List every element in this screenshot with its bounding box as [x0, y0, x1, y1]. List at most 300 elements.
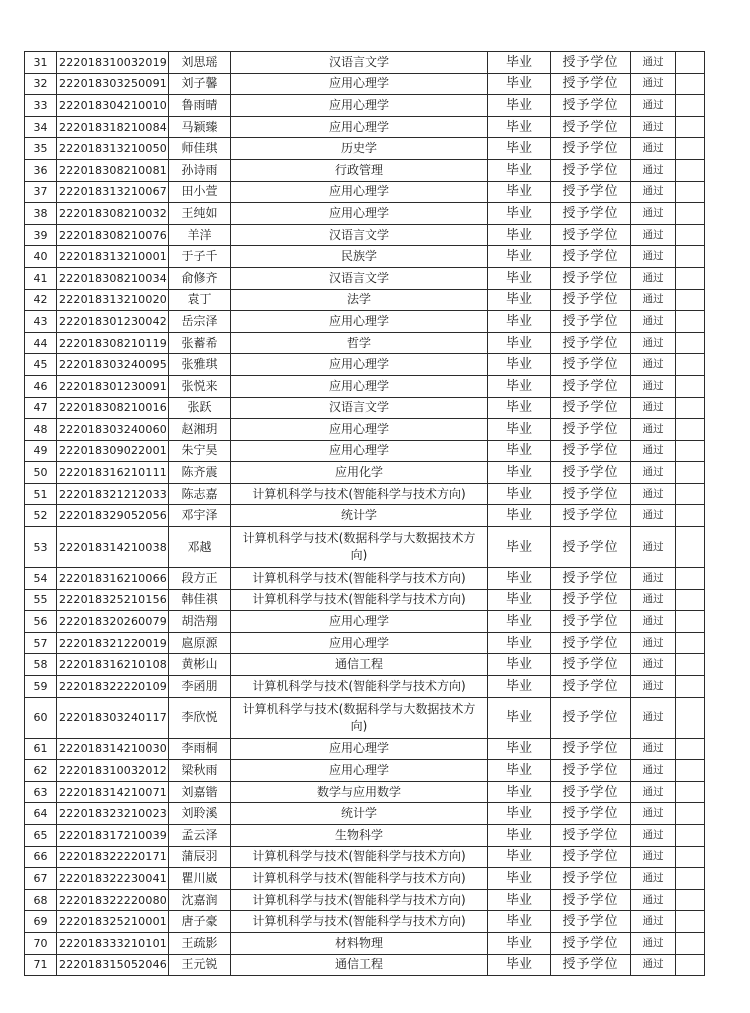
student-id: 222018308210034 [57, 267, 169, 289]
student-name: 黄彬山 [169, 654, 231, 676]
table-row [25, 462, 705, 484]
row-number: 40 [25, 246, 57, 268]
student-name: 张跃 [169, 397, 231, 419]
student-id: 222018329052056 [57, 505, 169, 527]
review-result: 通过 [631, 138, 676, 160]
table-row [25, 52, 705, 74]
degree-status: 授予学位 [551, 738, 631, 760]
student-id: 222018313210050 [57, 138, 169, 160]
degree-status: 授予学位 [551, 224, 631, 246]
row-number: 44 [25, 332, 57, 354]
row-number: 61 [25, 738, 57, 760]
major: 应用心理学 [231, 181, 488, 203]
graduation-status: 毕业 [488, 419, 551, 441]
graduation-status: 毕业 [488, 632, 551, 654]
empty-cell [676, 116, 705, 138]
empty-cell [676, 289, 705, 311]
student-id: 222018314210038 [57, 527, 169, 568]
degree-status: 授予学位 [551, 932, 631, 954]
row-number: 71 [25, 954, 57, 976]
table-row [25, 397, 705, 419]
degree-status: 授予学位 [551, 116, 631, 138]
degree-status: 授予学位 [551, 846, 631, 868]
empty-cell [676, 611, 705, 633]
student-name: 孙诗雨 [169, 159, 231, 181]
major: 应用心理学 [231, 354, 488, 376]
major: 应用化学 [231, 462, 488, 484]
review-result: 通过 [631, 803, 676, 825]
table-row [25, 568, 705, 590]
degree-status: 授予学位 [551, 676, 631, 698]
row-number: 60 [25, 697, 57, 738]
graduation-status: 毕业 [488, 654, 551, 676]
major: 民族学 [231, 246, 488, 268]
review-result: 通过 [631, 181, 676, 203]
empty-cell [676, 95, 705, 117]
review-result: 通过 [631, 738, 676, 760]
graduation-status: 毕业 [488, 825, 551, 847]
student-id: 222018316210108 [57, 654, 169, 676]
table-row [25, 932, 705, 954]
student-degree-list [24, 51, 704, 976]
graduation-status: 毕业 [488, 440, 551, 462]
graduation-status: 毕业 [488, 483, 551, 505]
row-number: 38 [25, 203, 57, 225]
table-row [25, 889, 705, 911]
student-id: 222018308210016 [57, 397, 169, 419]
review-result: 通过 [631, 440, 676, 462]
graduation-status: 毕业 [488, 138, 551, 160]
row-number: 33 [25, 95, 57, 117]
degree-status: 授予学位 [551, 52, 631, 74]
row-number: 41 [25, 267, 57, 289]
degree-status: 授予学位 [551, 311, 631, 333]
review-result: 通过 [631, 781, 676, 803]
empty-cell [676, 224, 705, 246]
row-number: 65 [25, 825, 57, 847]
review-result: 通过 [631, 224, 676, 246]
student-id: 222018316210066 [57, 568, 169, 590]
row-number: 32 [25, 73, 57, 95]
degree-status: 授予学位 [551, 483, 631, 505]
empty-cell [676, 954, 705, 976]
student-name: 王疏影 [169, 932, 231, 954]
table-row [25, 697, 705, 738]
table-row [25, 311, 705, 333]
row-number: 46 [25, 375, 57, 397]
student-id: 222018308210119 [57, 332, 169, 354]
review-result: 通过 [631, 289, 676, 311]
student-name: 李雨桐 [169, 738, 231, 760]
student-name: 鲁雨晴 [169, 95, 231, 117]
row-number: 53 [25, 527, 57, 568]
student-id: 222018303240117 [57, 697, 169, 738]
graduation-status: 毕业 [488, 676, 551, 698]
major: 应用心理学 [231, 203, 488, 225]
review-result: 通过 [631, 654, 676, 676]
row-number: 59 [25, 676, 57, 698]
row-number: 43 [25, 311, 57, 333]
empty-cell [676, 697, 705, 738]
table-row [25, 738, 705, 760]
student-id: 222018321212033 [57, 483, 169, 505]
degree-status: 授予学位 [551, 527, 631, 568]
graduation-status: 毕业 [488, 697, 551, 738]
degree-status: 授予学位 [551, 397, 631, 419]
row-number: 56 [25, 611, 57, 633]
student-id: 222018325210156 [57, 589, 169, 611]
row-number: 69 [25, 911, 57, 933]
graduation-status: 毕业 [488, 911, 551, 933]
student-name: 田小萱 [169, 181, 231, 203]
empty-cell [676, 419, 705, 441]
empty-cell [676, 911, 705, 933]
major: 应用心理学 [231, 73, 488, 95]
graduation-status: 毕业 [488, 760, 551, 782]
graduation-status: 毕业 [488, 568, 551, 590]
degree-status: 授予学位 [551, 73, 631, 95]
graduation-status: 毕业 [488, 73, 551, 95]
table-row [25, 954, 705, 976]
student-name: 李函朋 [169, 676, 231, 698]
student-name: 俞修齐 [169, 267, 231, 289]
table-row [25, 632, 705, 654]
graduation-status: 毕业 [488, 462, 551, 484]
major: 计算机科学与技术(智能科学与技术方向) [231, 868, 488, 890]
student-id: 222018303240095 [57, 354, 169, 376]
student-id: 222018303250091 [57, 73, 169, 95]
student-name: 扈原源 [169, 632, 231, 654]
table-row [25, 181, 705, 203]
table-row [25, 440, 705, 462]
graduation-status: 毕业 [488, 611, 551, 633]
student-id: 222018308210032 [57, 203, 169, 225]
review-result: 通过 [631, 311, 676, 333]
graduation-status: 毕业 [488, 889, 551, 911]
degree-status: 授予学位 [551, 632, 631, 654]
row-number: 62 [25, 760, 57, 782]
table-row [25, 846, 705, 868]
row-number: 55 [25, 589, 57, 611]
review-result: 通过 [631, 267, 676, 289]
empty-cell [676, 440, 705, 462]
major: 历史学 [231, 138, 488, 160]
table-row [25, 354, 705, 376]
empty-cell [676, 267, 705, 289]
empty-cell [676, 138, 705, 160]
student-name: 羊洋 [169, 224, 231, 246]
major: 计算机科学与技术(智能科学与技术方向) [231, 889, 488, 911]
review-result: 通过 [631, 95, 676, 117]
graduation-status: 毕业 [488, 181, 551, 203]
empty-cell [676, 868, 705, 890]
student-id: 222018325210001 [57, 911, 169, 933]
degree-status: 授予学位 [551, 181, 631, 203]
graduation-status: 毕业 [488, 332, 551, 354]
table-row [25, 332, 705, 354]
review-result: 通过 [631, 462, 676, 484]
table-row [25, 868, 705, 890]
review-result: 通过 [631, 52, 676, 74]
major: 应用心理学 [231, 632, 488, 654]
major: 统计学 [231, 803, 488, 825]
graduation-status: 毕业 [488, 589, 551, 611]
student-id: 222018308210081 [57, 159, 169, 181]
student-name: 刘聆溪 [169, 803, 231, 825]
major: 应用心理学 [231, 95, 488, 117]
row-number: 36 [25, 159, 57, 181]
major: 汉语言文学 [231, 267, 488, 289]
row-number: 35 [25, 138, 57, 160]
student-name: 韩佳祺 [169, 589, 231, 611]
table-row [25, 203, 705, 225]
major: 材料物理 [231, 932, 488, 954]
degree-status: 授予学位 [551, 354, 631, 376]
student-id: 222018322220171 [57, 846, 169, 868]
degree-status: 授予学位 [551, 505, 631, 527]
empty-cell [676, 825, 705, 847]
row-number: 57 [25, 632, 57, 654]
degree-status: 授予学位 [551, 697, 631, 738]
major: 应用心理学 [231, 611, 488, 633]
review-result: 通过 [631, 159, 676, 181]
graduation-status: 毕业 [488, 116, 551, 138]
degree-status: 授予学位 [551, 95, 631, 117]
degree-status: 授予学位 [551, 289, 631, 311]
empty-cell [676, 568, 705, 590]
review-result: 通过 [631, 246, 676, 268]
student-id: 222018318210084 [57, 116, 169, 138]
review-result: 通过 [631, 332, 676, 354]
major: 汉语言文学 [231, 224, 488, 246]
row-number: 67 [25, 868, 57, 890]
student-id: 222018320260079 [57, 611, 169, 633]
empty-cell [676, 159, 705, 181]
empty-cell [676, 803, 705, 825]
student-id: 222018301230042 [57, 311, 169, 333]
major: 应用心理学 [231, 760, 488, 782]
graduation-status: 毕业 [488, 954, 551, 976]
degree-status: 授予学位 [551, 760, 631, 782]
row-number: 66 [25, 846, 57, 868]
graduation-status: 毕业 [488, 224, 551, 246]
major: 应用心理学 [231, 375, 488, 397]
student-id: 222018301230091 [57, 375, 169, 397]
major: 计算机科学与技术(数据科学与大数据技术方向) [231, 527, 488, 568]
table-row [25, 803, 705, 825]
degree-status: 授予学位 [551, 159, 631, 181]
empty-cell [676, 73, 705, 95]
empty-cell [676, 846, 705, 868]
degree-status: 授予学位 [551, 825, 631, 847]
table-row [25, 483, 705, 505]
student-id: 222018315052046 [57, 954, 169, 976]
degree-status: 授予学位 [551, 611, 631, 633]
student-name: 朱宁昊 [169, 440, 231, 462]
student-name: 于子千 [169, 246, 231, 268]
review-result: 通过 [631, 889, 676, 911]
student-id: 222018333210101 [57, 932, 169, 954]
graduation-status: 毕业 [488, 159, 551, 181]
row-number: 58 [25, 654, 57, 676]
review-result: 通过 [631, 632, 676, 654]
student-id: 222018308210076 [57, 224, 169, 246]
major: 通信工程 [231, 654, 488, 676]
table-row [25, 505, 705, 527]
major: 计算机科学与技术(智能科学与技术方向) [231, 483, 488, 505]
table-row [25, 527, 705, 568]
degree-status: 授予学位 [551, 332, 631, 354]
major: 汉语言文学 [231, 397, 488, 419]
empty-cell [676, 760, 705, 782]
graduation-status: 毕业 [488, 354, 551, 376]
student-id: 222018322230041 [57, 868, 169, 890]
major: 应用心理学 [231, 738, 488, 760]
review-result: 通过 [631, 932, 676, 954]
student-id: 222018303240060 [57, 419, 169, 441]
major: 计算机科学与技术(智能科学与技术方向) [231, 568, 488, 590]
row-number: 39 [25, 224, 57, 246]
student-id: 222018313210020 [57, 289, 169, 311]
empty-cell [676, 483, 705, 505]
review-result: 通过 [631, 375, 676, 397]
row-number: 68 [25, 889, 57, 911]
major: 数学与应用数学 [231, 781, 488, 803]
graduation-status: 毕业 [488, 932, 551, 954]
major: 计算机科学与技术(智能科学与技术方向) [231, 846, 488, 868]
student-name: 师佳琪 [169, 138, 231, 160]
student-name: 瞿川崴 [169, 868, 231, 890]
table-row [25, 224, 705, 246]
row-number: 51 [25, 483, 57, 505]
degree-status: 授予学位 [551, 889, 631, 911]
empty-cell [676, 654, 705, 676]
student-id: 222018316210111 [57, 462, 169, 484]
empty-cell [676, 632, 705, 654]
degree-status: 授予学位 [551, 138, 631, 160]
student-name: 赵湘玥 [169, 419, 231, 441]
student-name: 刘思瑶 [169, 52, 231, 74]
empty-cell [676, 397, 705, 419]
student-id: 222018310032012 [57, 760, 169, 782]
student-name: 张雅琪 [169, 354, 231, 376]
student-id: 222018322220080 [57, 889, 169, 911]
empty-cell [676, 738, 705, 760]
graduation-status: 毕业 [488, 527, 551, 568]
degree-status: 授予学位 [551, 654, 631, 676]
graduation-status: 毕业 [488, 846, 551, 868]
row-number: 31 [25, 52, 57, 74]
empty-cell [676, 462, 705, 484]
empty-cell [676, 375, 705, 397]
table-body [25, 52, 705, 976]
graduation-status: 毕业 [488, 203, 551, 225]
review-result: 通过 [631, 568, 676, 590]
row-number: 50 [25, 462, 57, 484]
empty-cell [676, 932, 705, 954]
major: 计算机科学与技术(智能科学与技术方向) [231, 589, 488, 611]
row-number: 52 [25, 505, 57, 527]
degree-status: 授予学位 [551, 781, 631, 803]
table-row [25, 95, 705, 117]
major: 应用心理学 [231, 311, 488, 333]
table-row [25, 138, 705, 160]
student-name: 陈志嘉 [169, 483, 231, 505]
student-name: 段方正 [169, 568, 231, 590]
review-result: 通过 [631, 676, 676, 698]
table-row [25, 73, 705, 95]
major: 法学 [231, 289, 488, 311]
student-name: 袁丁 [169, 289, 231, 311]
table-row [25, 911, 705, 933]
review-result: 通过 [631, 697, 676, 738]
major: 哲学 [231, 332, 488, 354]
degree-status: 授予学位 [551, 440, 631, 462]
empty-cell [676, 203, 705, 225]
student-id: 222018310032019 [57, 52, 169, 74]
review-result: 通过 [631, 397, 676, 419]
table-row [25, 589, 705, 611]
row-number: 48 [25, 419, 57, 441]
student-id: 222018313210067 [57, 181, 169, 203]
table-row [25, 375, 705, 397]
table-row [25, 246, 705, 268]
graduation-status: 毕业 [488, 375, 551, 397]
empty-cell [676, 181, 705, 203]
student-name: 王纯如 [169, 203, 231, 225]
student-id: 222018313210001 [57, 246, 169, 268]
row-number: 45 [25, 354, 57, 376]
table-row [25, 825, 705, 847]
student-id: 222018321220019 [57, 632, 169, 654]
row-number: 42 [25, 289, 57, 311]
review-result: 通过 [631, 527, 676, 568]
major: 应用心理学 [231, 116, 488, 138]
student-id: 222018309022001 [57, 440, 169, 462]
major: 计算机科学与技术(智能科学与技术方向) [231, 676, 488, 698]
review-result: 通过 [631, 589, 676, 611]
degree-status: 授予学位 [551, 803, 631, 825]
major: 统计学 [231, 505, 488, 527]
empty-cell [676, 527, 705, 568]
degree-table [24, 51, 705, 976]
degree-status: 授予学位 [551, 589, 631, 611]
empty-cell [676, 781, 705, 803]
graduation-status: 毕业 [488, 246, 551, 268]
student-name: 邓越 [169, 527, 231, 568]
student-name: 孟云泽 [169, 825, 231, 847]
student-name: 梁秋雨 [169, 760, 231, 782]
empty-cell [676, 246, 705, 268]
major: 行政管理 [231, 159, 488, 181]
graduation-status: 毕业 [488, 52, 551, 74]
empty-cell [676, 354, 705, 376]
graduation-status: 毕业 [488, 803, 551, 825]
empty-cell [676, 311, 705, 333]
row-number: 70 [25, 932, 57, 954]
student-id: 222018323210023 [57, 803, 169, 825]
review-result: 通过 [631, 419, 676, 441]
empty-cell [676, 505, 705, 527]
table-row [25, 611, 705, 633]
student-name: 马颖臻 [169, 116, 231, 138]
row-number: 47 [25, 397, 57, 419]
row-number: 54 [25, 568, 57, 590]
review-result: 通过 [631, 954, 676, 976]
graduation-status: 毕业 [488, 738, 551, 760]
review-result: 通过 [631, 868, 676, 890]
student-id: 222018317210039 [57, 825, 169, 847]
